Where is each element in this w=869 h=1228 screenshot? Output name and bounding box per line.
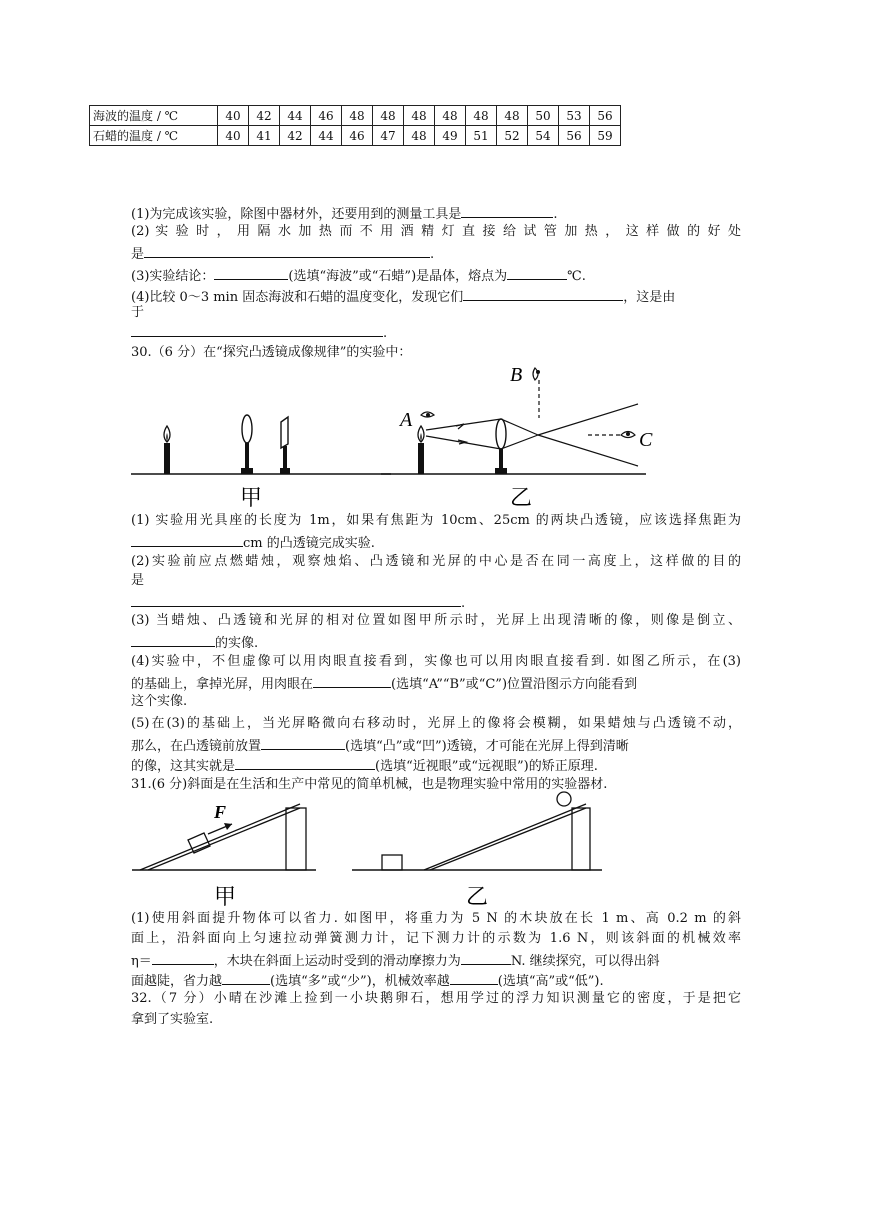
q30-item-5: (5)在(3)的基础上，当光屏略微向右移动时，光屏上的像将会模糊，如果蜡烛与凸透镜不动， [131, 716, 741, 731]
support-block [572, 808, 590, 870]
q32-item-1: 32.（7 分）小晴在沙滩上捡到一小块鹅卵石，想用学过的浮力知识测量它的密度，于是把它 [131, 991, 741, 1006]
q32-item-1-cont: 拿到了实验室. [131, 1012, 214, 1027]
answer-blank[interactable] [152, 950, 214, 965]
q29-item-2-cont [131, 243, 741, 264]
q29-text: 是 [131, 247, 145, 262]
q31-item-1-cont3 [131, 970, 741, 991]
table-cell: 52 [497, 126, 528, 146]
table-cell: 46 [311, 106, 342, 126]
q31-text: N. 继续探究，可以得出斜 [510, 954, 660, 969]
q29-text: ℃. [567, 269, 586, 284]
table-cell: 48 [435, 106, 466, 126]
table-cell: 48 [373, 106, 404, 126]
answer-blank[interactable] [222, 970, 270, 985]
table-cell: 41 [249, 126, 280, 146]
q30-item-2-cont: 是 [131, 573, 145, 588]
q30-item-4-cont2: 这个实像. [131, 694, 188, 709]
table-cell: 46 [342, 126, 373, 146]
q30-text: . [461, 596, 466, 611]
q30-text: cm 的凸透镜完成实验. [243, 536, 375, 551]
q30-text: (选填“凸”或“凹”)透镜，才可能在光屏上得到清晰 [345, 739, 629, 754]
q30-text: 的基础上，拿掉光屏，用肉眼在 [131, 677, 314, 692]
wooden-block [382, 855, 402, 870]
temperature-table [89, 105, 621, 146]
label-c: C [639, 429, 653, 451]
q29-item-1 [131, 203, 741, 224]
q30-item-5-cont2 [131, 755, 741, 776]
table-cell: 44 [280, 106, 311, 126]
answer-blank[interactable] [131, 632, 215, 647]
table-cell: 51 [466, 126, 497, 146]
q31-text: (选填“高”或“低”). [497, 974, 604, 989]
q29-text: . [553, 207, 558, 222]
q30-text: (选填“A”“B”或“C”)位置沿图示方向能看到 [391, 677, 638, 692]
answer-blank[interactable] [313, 673, 391, 688]
answer-blank[interactable] [131, 322, 383, 337]
table-row [90, 106, 621, 126]
answer-blank[interactable] [214, 265, 288, 280]
fig-yi-label: 乙 [466, 885, 489, 910]
q29-item-3 [131, 265, 741, 286]
q30-item-5-cont [131, 735, 741, 756]
q30-item-3: (3) 当蜡烛、凸透镜和光屏的相对位置如图甲所示时，光屏上出现清晰的像，则像是倒立、 [131, 613, 741, 628]
table-cell: 42 [249, 106, 280, 126]
incline-figure [128, 790, 608, 908]
ball-icon [557, 792, 571, 806]
q30-item-4-cont [131, 673, 741, 694]
table-cell: 47 [373, 126, 404, 146]
answer-blank[interactable] [507, 265, 567, 280]
eye-icon [621, 432, 635, 438]
table-cell: 56 [559, 126, 590, 146]
row-header: 海波的温度 / ℃ [90, 106, 218, 126]
support-block [286, 808, 306, 870]
q31-title: 31.(6 分)斜面是在生活和生产中常见的简单机械，也是物理实验中常用的实验器材. [131, 777, 608, 792]
label-f: F [214, 802, 227, 822]
q30-text: 的像，这其实就是 [131, 759, 236, 774]
table-cell: 40 [218, 106, 249, 126]
incline-plane [424, 804, 586, 870]
table-cell: 53 [559, 106, 590, 126]
answer-blank[interactable] [261, 735, 345, 750]
fig-jia-label: 甲 [214, 885, 237, 910]
table-cell: 48 [404, 106, 435, 126]
table-cell: 48 [404, 126, 435, 146]
q30-text: 那么，在凸透镜前放置 [131, 739, 262, 754]
fig-yi-label: 乙 [510, 486, 533, 511]
answer-blank[interactable] [450, 970, 498, 985]
table-cell: 59 [590, 126, 621, 146]
q30-text: 的实像. [215, 636, 259, 651]
light-rays [426, 404, 638, 466]
q29-text: . [383, 326, 388, 341]
convex-lens-icon [241, 415, 253, 474]
q30-item-2: (2)实验前应点燃蜡烛，观察烛焰、凸透镜和光屏的中心是否在同一高度上，这样做的目的 [131, 554, 741, 569]
q30-title: 30.（6 分）在“探究凸透镜成像规律”的实验中： [131, 345, 412, 360]
q30-item-4: (4)实验中，不但虚像可以用肉眼直接看到，实像也可以用肉眼直接看到. 如图乙所示，在(3) [131, 654, 741, 669]
q29-item-2: (2) 实 验 时 ， 用 隔 水 加 热 而 不 用 酒 精 灯 直 接 给 试 管 加 热 ， 这 样 做 的 好 处 [131, 224, 741, 239]
q30-item-1: (1) 实验用光具座的长度为 1m，如果有焦距为 10cm、25cm 的两块凸透镜，应该选择焦距为 [131, 513, 741, 528]
q31-text: η＝ [131, 954, 152, 969]
q29-text: (4)比较 0～3 min 固态海波和石蜡的温度变化，发现它们 [131, 290, 464, 305]
q29-text: (选填“海波”或“石蜡”)是晶体，熔点为 [288, 269, 508, 284]
label-a: A [400, 409, 413, 431]
answer-blank[interactable] [461, 950, 511, 965]
q29-text: ，这是由 [623, 290, 676, 305]
q29-text: (3)实验结论： [131, 269, 215, 284]
answer-blank[interactable] [235, 755, 375, 770]
table-cell: 42 [280, 126, 311, 146]
q30-item-3-cont [131, 632, 741, 653]
answer-blank[interactable] [131, 532, 243, 547]
table-cell: 40 [218, 126, 249, 146]
label-b: B [510, 364, 523, 386]
q30-text: (选填“近视眼”或“远视眼”)的矫正原理. [375, 759, 598, 774]
q31-item-1-cont: 面上，沿斜面向上匀速拉动弹簧测力计，记下测力计的示数为 1.6 N，则该斜面的机械效率 [131, 931, 741, 946]
eye-icon [421, 412, 434, 417]
q30-item-2-cont2 [131, 592, 741, 613]
answer-blank[interactable] [461, 203, 553, 218]
table-cell: 49 [435, 126, 466, 146]
table-cell: 48 [466, 106, 497, 126]
convex-lens-icon [495, 419, 507, 474]
q30-item-1-cont [131, 532, 741, 553]
table-cell: 48 [497, 106, 528, 126]
q29-text: . [430, 247, 435, 262]
q31-item-1-cont2 [131, 950, 741, 971]
table-cell: 48 [342, 106, 373, 126]
answer-blank[interactable] [463, 286, 623, 301]
row-header: 石蜡的温度 / ℃ [90, 126, 218, 146]
q29-item-4-cont2 [131, 322, 741, 343]
q31-text: ，木块在斜面上运动时受到的滑动摩擦力为 [213, 954, 461, 969]
answer-blank[interactable] [131, 592, 461, 607]
q29-text: (1)为完成该实验，除图中器材外，还要用到的测量工具是 [131, 207, 462, 222]
candle-icon [418, 426, 424, 474]
table-cell: 50 [528, 106, 559, 126]
fig-jia-label: 甲 [240, 486, 263, 511]
table-row [90, 126, 621, 146]
table-cell: 54 [528, 126, 559, 146]
q31-text: 面越陡，省力越 [131, 974, 223, 989]
lens-figure [128, 360, 653, 511]
force-arrow-icon [208, 823, 232, 834]
eye-icon [533, 368, 540, 380]
table-cell: 44 [311, 126, 342, 146]
q31-item-1: (1)使用斜面提升物体可以省力. 如图甲，将重力为 5 N 的木块放在长 1 m、高 0.2 m 的斜 [131, 911, 741, 926]
q31-text: (选填“多”或“少”)，机械效率越 [270, 974, 450, 989]
candle-icon [164, 426, 170, 474]
answer-blank[interactable] [144, 243, 430, 258]
q29-item-4-cont: 于 [131, 305, 145, 320]
table-cell: 56 [590, 106, 621, 126]
light-screen-icon [280, 417, 290, 474]
